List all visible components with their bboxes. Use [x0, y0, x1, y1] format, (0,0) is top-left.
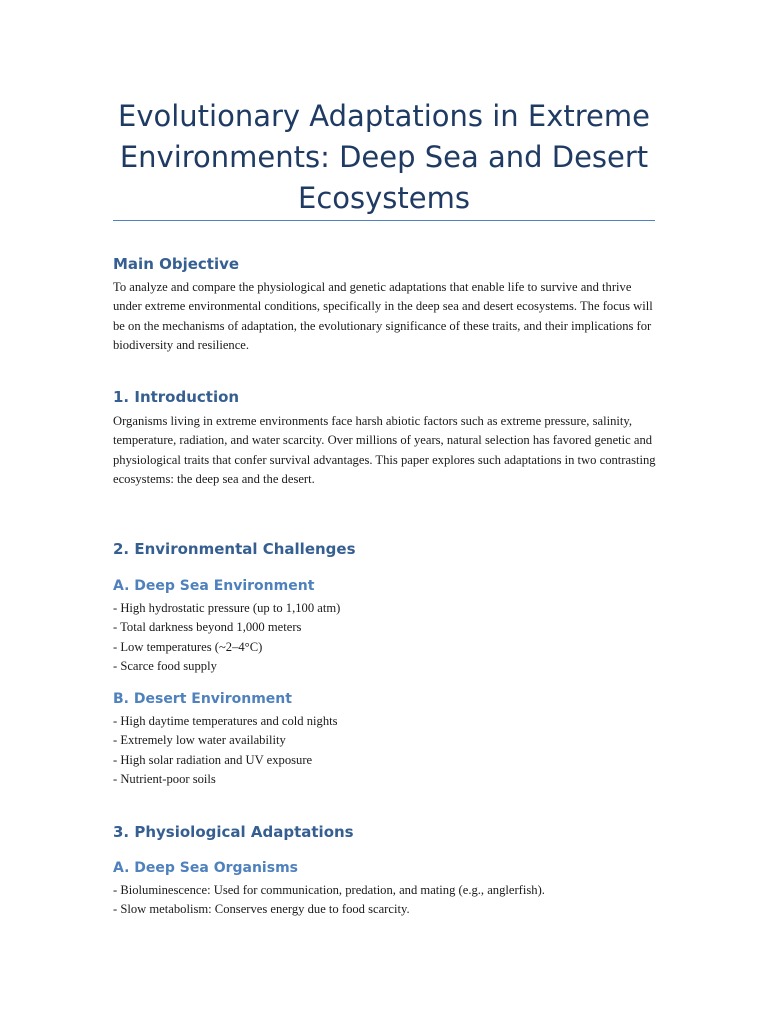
heading-introduction: 1. Introduction: [113, 388, 240, 406]
list-item: - Low temperatures (~2–4°C): [113, 639, 263, 654]
heading-deep-sea-organisms: A. Deep Sea Organisms: [113, 860, 298, 876]
list-item: - Slow metabolism: Conserves energy due to food scarcity.: [113, 902, 410, 917]
list-item: - High solar radiation and UV exposure: [113, 752, 313, 767]
list-item: - High daytime temperatures and cold nights: [113, 714, 338, 728]
heading-main-objective: Main Objective: [113, 255, 240, 273]
list-deep-sea-environment: [113, 599, 658, 676]
list-item: - Extremely low water availability: [113, 733, 286, 748]
title-underline: [113, 220, 655, 221]
heading-deep-sea-environment: A. Deep Sea Environment: [113, 578, 315, 594]
heading-desert-environment: B. Desert Environment: [113, 691, 292, 707]
list-item: - Nutrient-poor soils: [113, 771, 216, 786]
heading-environmental-challenges: 2. Environmental Challenges: [113, 540, 356, 558]
document-title: Evolutionary Adaptations in Extreme Environments: Deep Sea and Desert Ecosystems: [118, 99, 650, 215]
heading-physiological-adaptations: 3. Physiological Adaptations: [113, 823, 354, 841]
list-item: - Bioluminescence: Used for communication, predation, and mating (e.g., anglerfish).: [113, 883, 545, 897]
paragraph-main-objective: To analyze and compare the physiological and genetic adaptations that enable life to survive and thrive under extreme environmental conditions, specifically in the deep sea and desert ecosystems. The focus will be on the mechanisms of adaptation, the evolutionary significance of these traits, and their implications for biodiversity and resilience.: [113, 280, 653, 352]
list-deep-sea-organisms: [113, 881, 658, 920]
paragraph-introduction: Organisms living in extreme environments face harsh abiotic factors such as extreme pressure, salinity, temperature, radiation, and water scarcity. Over millions of years, natural selection has favored genetic and physiological traits that confer survival advantages. This paper explores such adaptations in two contrasting ecosystems: the deep sea and the desert.: [113, 414, 656, 486]
list-item: - Total darkness beyond 1,000 meters: [113, 620, 302, 635]
list-desert-environment: [113, 712, 658, 789]
list-item: - Scarce food supply: [113, 658, 217, 673]
list-item: - High hydrostatic pressure (up to 1,100 atm): [113, 601, 341, 615]
